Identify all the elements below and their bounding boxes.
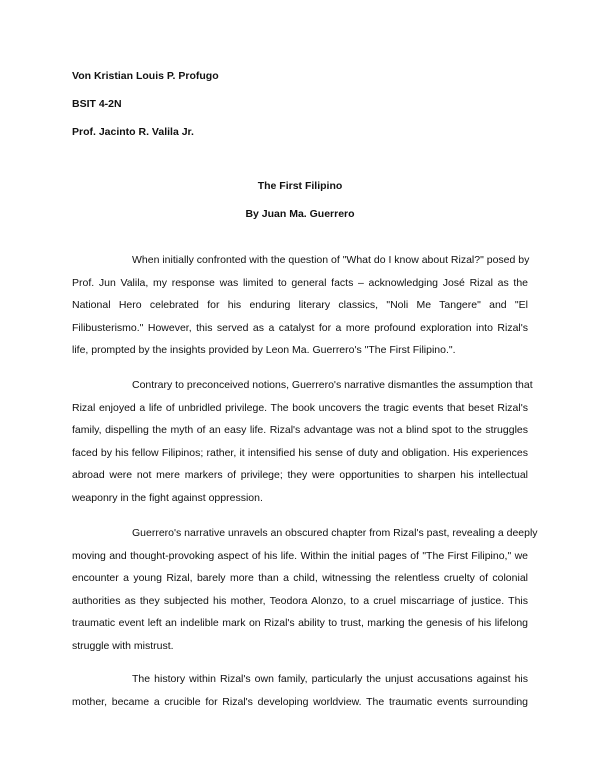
paragraph-line: National Hero celebrated for his enduring literary classics, "Noli Me Tangere" and "El bbox=[72, 299, 528, 312]
paragraph-line: traumatic event left an indelible mark on Rizal's ability to trust, marking the genesis of his lifelong bbox=[72, 617, 528, 630]
paragraph-line: moving and thought-provoking aspect of his life. Within the initial pages of "The First Filipino," we bbox=[72, 549, 528, 562]
author-name: Von Kristian Louis P. Profugo bbox=[72, 70, 219, 82]
paragraph-4 bbox=[72, 668, 528, 713]
document-title: The First Filipino bbox=[257, 180, 343, 192]
course-section: BSIT 4-2N bbox=[72, 98, 122, 110]
professor-name: Prof. Jacinto R. Valila Jr. bbox=[72, 126, 194, 138]
paragraph-line: Rizal enjoyed a life of unbridled privilege. The book uncovers the tragic events that beset Rizal's bbox=[72, 401, 528, 414]
book-byline: By Juan Ma. Guerrero bbox=[245, 208, 355, 220]
paragraph-line: encounter a young Rizal, barely more than a child, witnessing the relentless cruelty of colonial bbox=[72, 572, 528, 585]
paragraph-line: When initially confronted with the question of "What do I know about Rizal?" posed by bbox=[132, 254, 530, 266]
paragraph-line: Contrary to preconceived notions, Guerrero's narrative dismantles the assumption that bbox=[132, 379, 533, 391]
paragraph-line: Prof. Jun Valila, my response was limited to general facts – acknowledging José Rizal as the bbox=[72, 276, 528, 289]
paragraph-line: Filibusterismo." However, this served as a catalyst for a more profound exploration into Rizal's bbox=[72, 321, 528, 334]
paragraph-line: The history within Rizal's own family, particularly the unjust accusations against his bbox=[132, 673, 528, 685]
paragraph-2 bbox=[72, 374, 533, 510]
paragraph-line: weaponry in the fight against oppression. bbox=[72, 491, 263, 504]
paragraph-line: faced by his fellow Filipinos; rather, it intensified his sense of duty and obligation. His experiences bbox=[72, 446, 528, 459]
paragraph-line: family, dispelling the myth of an easy life. Rizal's advantage was not a blind spot to the struggles bbox=[72, 424, 528, 437]
paragraph-line: struggle with mistrust. bbox=[72, 639, 174, 652]
paragraph-line: Guerrero's narrative unravels an obscured chapter from Rizal's past, revealing a deeply bbox=[132, 527, 538, 539]
paragraph-line: authorities as they subjected his mother, Teodora Alonzo, to a cruel miscarriage of justice. This bbox=[72, 594, 528, 607]
paragraph-3 bbox=[72, 522, 538, 658]
paragraph-line: abroad were not mere markers of privilege; they were opportunities to sharpen his intellectual bbox=[72, 469, 528, 482]
paragraph-line: mother, became a crucible for Rizal's developing worldview. The traumatic events surrounding bbox=[72, 695, 528, 708]
paragraph-1 bbox=[72, 249, 528, 362]
paragraph-line: life, prompted by the insights provided by Leon Ma. Guerrero's "The First Filipino.". bbox=[72, 344, 456, 357]
